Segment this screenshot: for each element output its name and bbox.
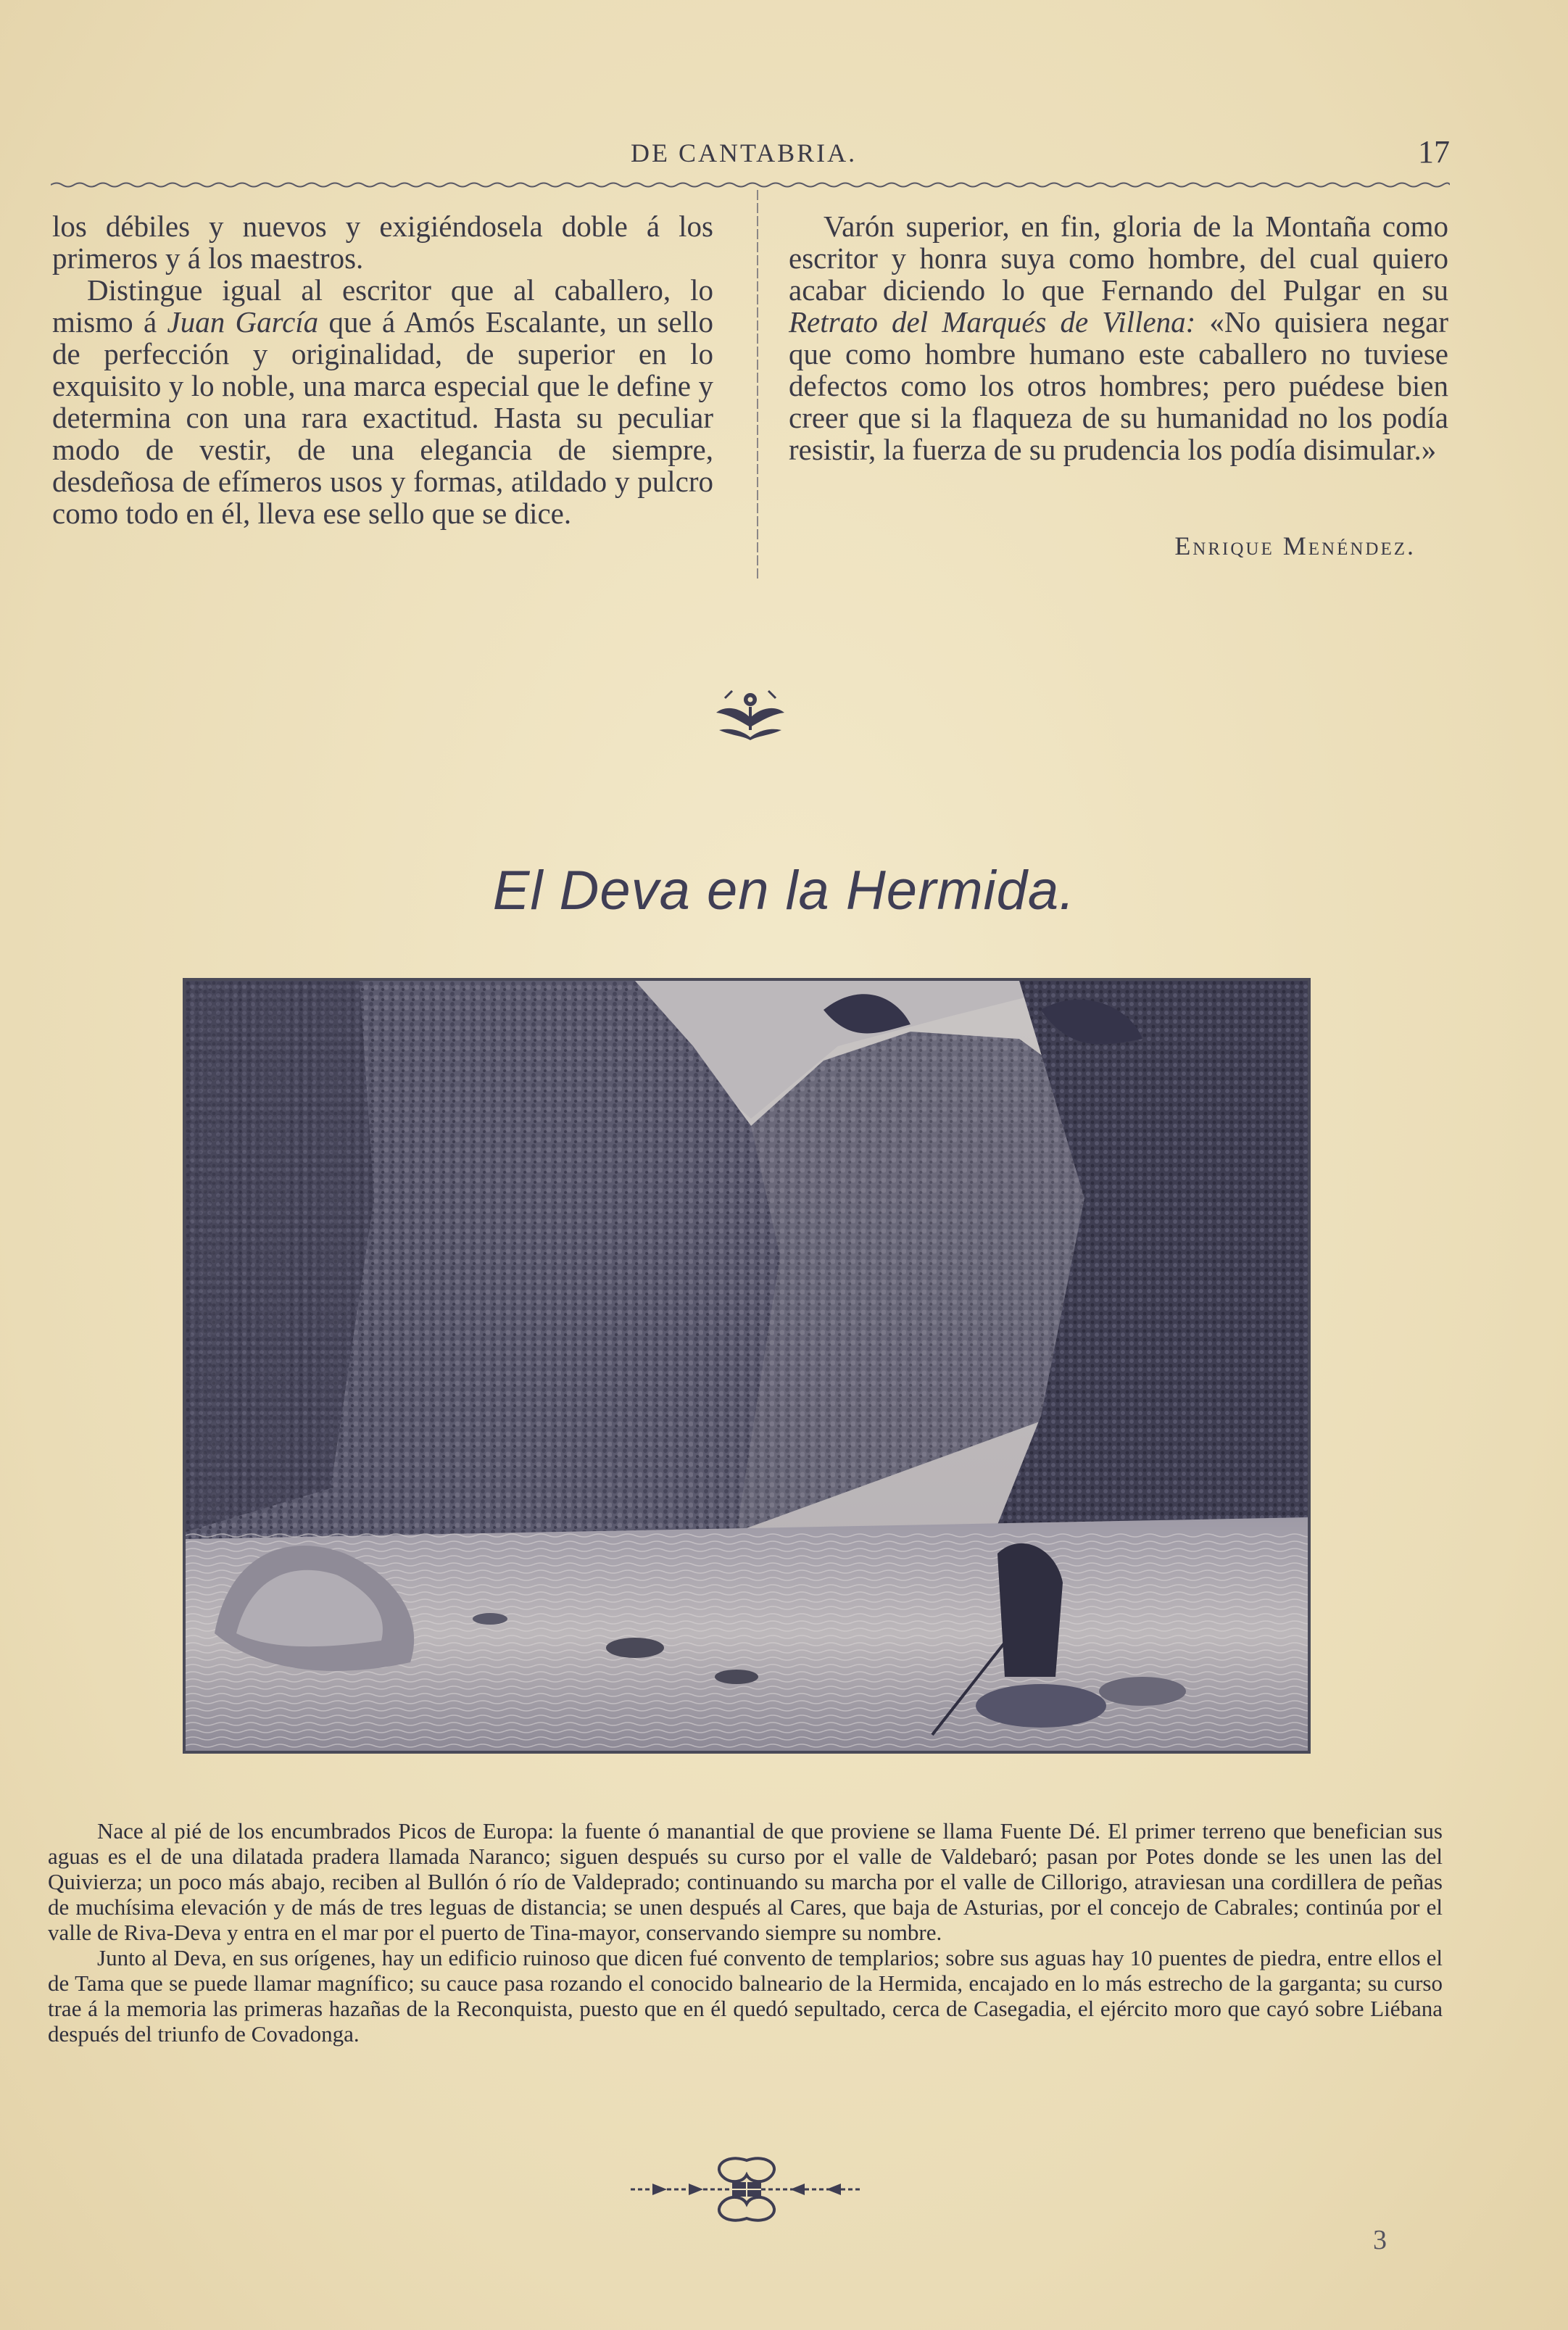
italic-name: Juan García <box>167 305 319 339</box>
left-paragraph-2: Distingue igual al escritor que al caballero, lo mismo á Juan García que á Amós Escalante, un sello de perfección y originalidad, de superior en lo exquisito y lo noble, una marca especial que le define y determina con una rara exactitud. Hasta su peculiar modo de vestir, de una elegancia de siempre, desdeñosa de efímeros usos y formas, atildado y pulcro como todo en él, lleva ese sello que se dice. <box>52 273 713 530</box>
running-header <box>51 134 1450 181</box>
caption-paragraph-1: Nace al pié de los encumbrados Picos de Europa: la fuente ó manantial de que proviene se llama Fuente Dé. El primer terreno que benefician sus aguas es el de una dilatada pradera llamada Naranco; siguen después su curso por el valle de Valdebaró; pasan por Potes donde se les unen las del Quivierza; un poco más abajo, reciben al Bullón ó río de Valdeprado; continuando su marcha por el valle de Cillorigo, atraviesan una cordillera de peñas de muchísima elevación y de más de tres leguas de distancia; se unen después al Cares, que baja de Asturias, por el concejo de Cabrales; continúa por el valle de Riva-Deva y entra en el mar por el puerto de Tina-mayor, conservando siempre su nombre. <box>48 1818 1443 1945</box>
folio-signature-number: 3 <box>1373 2225 1387 2255</box>
italic-title: Retrato del Marqués de Villena: <box>789 305 1196 339</box>
header-wavy-rule <box>51 181 1450 188</box>
left-column <box>52 210 713 529</box>
left-paragraph-1: los débiles y nuevos y exigiéndosela doble á los primeros y á los maestros. <box>52 210 713 275</box>
tailpiece-ornament <box>623 2146 870 2233</box>
running-title: DE CANTABRIA. <box>631 138 858 167</box>
right-column <box>789 210 1448 465</box>
author-signature: Enrique Menéndez. <box>1174 531 1416 560</box>
river-gorge-photograph <box>183 978 1311 1754</box>
caption-paragraph-2: Junto al Deva, en sus orígenes, hay un edificio ruinoso que dicen fué convento de templarios; sobre sus aguas hay 10 puentes de piedra, entre ellos el de Tama que se puede llamar magnífico; su cauce pasa rozando el conocido balneario de la Hermida, encajado en lo más estrecho de la garganta; su curso trae á la memoria las primeras hazañas de la Reconquista, puesto que en él quedó sepultado, cerca de Casegadia, el ejército moro que cayó sobre Liébana después del triunfo de Covadonga. <box>48 1945 1443 2047</box>
page-number: 17 <box>1418 134 1450 170</box>
section-title: El Deva en la Hermida. <box>492 860 1076 921</box>
photo-drawing <box>186 981 1308 1751</box>
column-divider <box>755 190 760 581</box>
right-paragraph-1: Varón superior, en fin, gloria de la Montaña como escritor y honra suya como hombre, del cual quiero acabar diciendo lo que Fernando del Pulgar en su Retrato del Marqués de Villena: «No quisiera negar que como hombre humano este caballero no tuviese defectos como los otros hombres; pero puédese bien creer que si la flaqueza de su humanidad no los podía resistir, la fuerza de su prudencia los podía disimular.» <box>789 210 1448 466</box>
fleuron-ornament <box>710 685 790 743</box>
photo-caption <box>48 1818 1443 2047</box>
